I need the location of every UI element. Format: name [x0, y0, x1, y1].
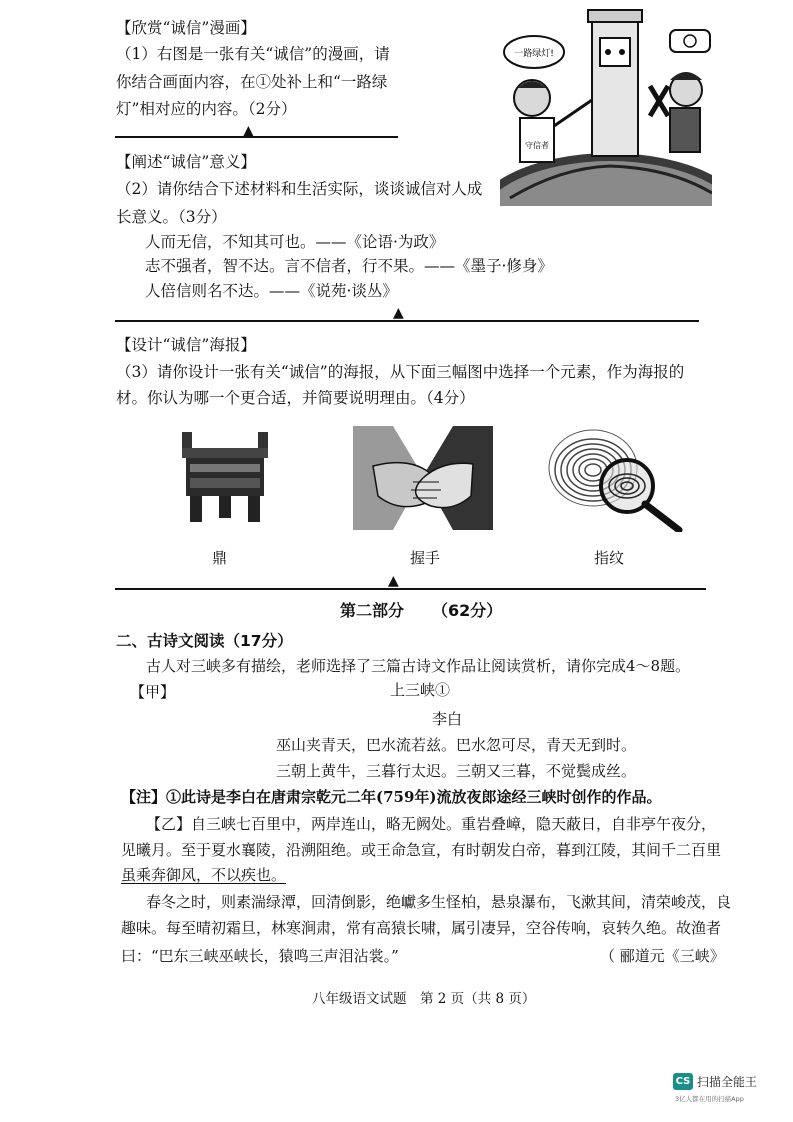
yi-line-5: 趣味。每至晴初霜旦，林寒涧肃，常有高猿长啸，属引凄异，空谷传响，哀转久绝。故渔者 [121, 919, 722, 937]
yi-line-1: 【乙】自三峡七百里中，两岸连山，略无阙处。重岩叠嶂，隐天蔽日，自非亭午夜分， [146, 815, 717, 833]
caption-fingerprint: 指纹 [594, 549, 625, 567]
q1-line2: 你结合画面内容，在①处补上和“一路绿 [116, 73, 388, 91]
yi-line-6: 曰：“巴东三峡巫峡长，猿鸣三声泪沾裳。” [121, 947, 399, 965]
q1-line3: 灯”相对应的内容。（2分） [116, 100, 297, 118]
section2-heading: 【阐述“诚信”意义】 [116, 153, 256, 171]
caption-handshake: 握手 [410, 549, 441, 567]
camscanner-logo-icon: CS [673, 1073, 693, 1090]
poem-line-1: 巫山夹青天，巴水流若兹。巴水忽可尽，青天无到时。 [276, 736, 637, 754]
divider-2 [115, 320, 699, 322]
section3-heading: 【设计“诚信”海报】 [116, 336, 256, 354]
divider-3 [115, 588, 706, 590]
q2-line2: 长意义。（3分） [116, 208, 227, 226]
poem-title: 上三峡① [390, 681, 451, 699]
q3-line2: 材。你认为哪一个更合适，并简要说明理由。（4分） [116, 389, 475, 407]
poem-author: 李白 [432, 710, 463, 728]
ding-vessel-image [180, 428, 270, 524]
triangle-marker-icon: ▲ [388, 573, 399, 589]
yi-line-2: 见曦月。至于夏水襄陵，沿溯阻绝。或王命急宣，有时朝发白帝，暮到江陵，其间千二百里 [121, 841, 722, 859]
q2-line1: （2）请你结合下述材料和生活实际，谈谈诚信对人成 [116, 180, 483, 198]
section-ancient-poetry-heading: 二、古诗文阅读（17分） [116, 632, 293, 650]
poem-line-2: 三朝上黄牛，三暮行太迟。三朝又三暮，不觉鬓成丝。 [276, 762, 637, 780]
watermark-tagline: 3亿人都在用的扫描App [675, 1095, 744, 1103]
q3-line1: （3）请你设计一张有关“诚信”的海报，从下面三幅图中选择一个元素，作为海报的 [116, 363, 685, 381]
fingerprint-image [545, 428, 683, 532]
watermark-app-name: 扫描全能王 [697, 1075, 758, 1089]
yi-line-4: 春冬之时，则素湍绿潭，回清倒影，绝巘多生怪柏，悬泉瀑布，飞漱其间，清荣峻茂，良 [146, 893, 732, 911]
part2-title: 第二部分 [340, 601, 405, 620]
triangle-marker-icon: ▲ [393, 305, 404, 321]
q1-line1: （1）右图是一张有关“诚信”的漫画，请 [116, 45, 390, 63]
quote-1: 人而无信，不知其可也。——《论语·为政》 [145, 233, 445, 251]
triangle-marker-icon: ▲ [243, 123, 254, 139]
part2-score: （62分） [432, 601, 503, 620]
page-footer: 八年级语文试题 第 2 页（共 8 页） [312, 991, 536, 1007]
cartoon-sign-text: 一路绿灯! [514, 49, 554, 59]
yi-source: （ 郦道元《三峡》 [600, 947, 725, 965]
part2-intro: 古人对三峡多有描绘，老师选择了三篇古诗文作品让阅读赏析，请你完成4～8题。 [146, 657, 691, 675]
poem-note: 【注】①此诗是李白在唐肃宗乾元二年(759年)流放夜郎途经三峡时创作的作品。 [121, 788, 662, 806]
yi-line-3-underlined: 虽乘奔御风，不以疾也。 [121, 866, 287, 884]
quote-2: 志不强者，智不达。言不信者，行不果。——《墨子·修身》 [145, 257, 553, 275]
integrity-cartoon-image [500, 8, 712, 206]
quote-3: 人倍信则名不达。——《说苑·谈丛》 [145, 282, 398, 300]
handshake-image [353, 426, 493, 530]
divider-1 [115, 136, 398, 138]
section1-heading: 【欣赏“诚信”漫画】 [116, 19, 256, 37]
caption-ding: 鼎 [212, 549, 228, 567]
cartoon-badge-text: 守信者 [525, 141, 549, 150]
jia-label: 【甲】 [130, 683, 176, 701]
